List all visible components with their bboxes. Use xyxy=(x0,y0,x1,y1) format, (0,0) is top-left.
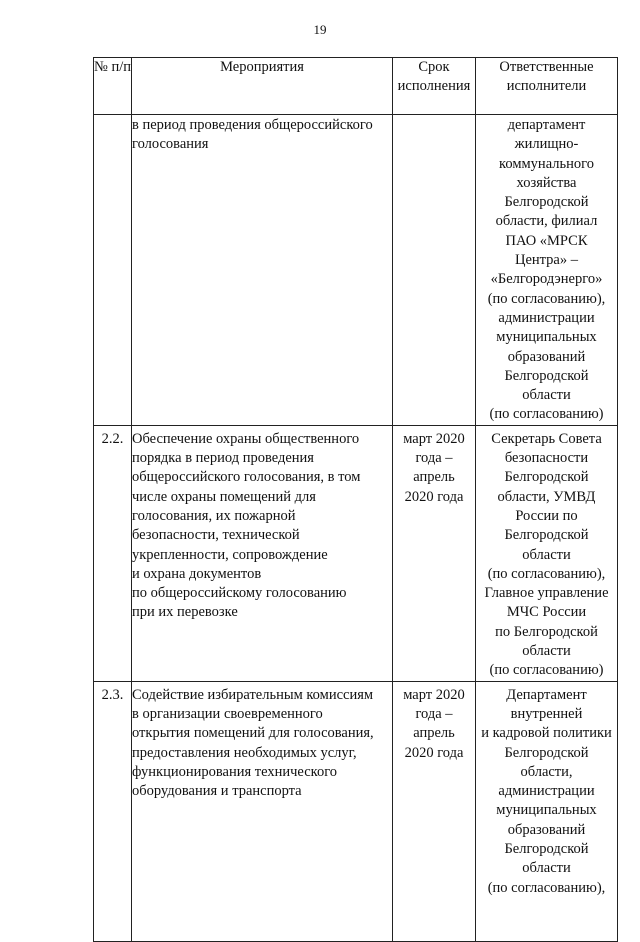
event-text-line: оборудования и транспорта xyxy=(132,783,302,800)
row-number: 2.3. xyxy=(94,681,132,941)
responsible-text-line: Белгородской xyxy=(504,840,589,857)
event-text-line: голосования xyxy=(132,136,209,153)
responsible-text-line: Секретарь Совета xyxy=(491,430,602,447)
table-header-row xyxy=(94,58,618,115)
responsible-text-line: (по согласованию) xyxy=(489,406,604,423)
responsible-text-line: жилищно- xyxy=(514,136,579,153)
events-table xyxy=(93,57,618,942)
responsible-cell xyxy=(476,115,618,426)
responsible-text-line: области xyxy=(522,387,571,404)
responsible-text-line: области xyxy=(522,643,571,660)
term-text-line: апрель xyxy=(413,469,455,486)
responsible-text-line: администрации xyxy=(498,783,595,800)
responsible-text-line: (по согласованию) xyxy=(489,662,604,679)
responsible-text-line: Центра» – xyxy=(515,252,578,269)
responsible-text-line: администрации xyxy=(498,309,595,326)
header-events: Мероприятия xyxy=(132,58,393,115)
responsible-text-line: (по согласованию), xyxy=(487,565,606,582)
responsible-text-line: России по xyxy=(515,507,578,524)
term-cell xyxy=(393,425,476,681)
row-number: 2.2. xyxy=(94,425,132,681)
responsible-text-line: (по согласованию), xyxy=(487,879,606,896)
responsible-text-line: МЧС России xyxy=(506,604,587,621)
term-cell xyxy=(393,115,476,426)
event-text-line: и охрана документов xyxy=(132,565,262,582)
event-text-line: открытия помещений для голосования, xyxy=(132,725,374,742)
responsible-text-line: области, УМВД xyxy=(497,488,596,505)
responsible-cell xyxy=(476,425,618,681)
term-text-line: года – xyxy=(415,450,453,467)
responsible-text-line: Белгородской xyxy=(504,194,589,211)
responsible-text-line: ПАО «МРСК xyxy=(505,232,588,249)
event-cell xyxy=(132,425,393,681)
responsible-text-line: области, xyxy=(520,763,573,780)
event-text-line: Обеспечение охраны общественного xyxy=(132,430,360,447)
term-text-line: апрель xyxy=(413,725,455,742)
responsible-text-line: департамент xyxy=(507,117,586,133)
event-cell xyxy=(132,681,393,941)
responsible-text-line: области xyxy=(522,546,571,563)
term-text-line: года – xyxy=(415,705,453,722)
term-text-line: 2020 года xyxy=(404,744,464,761)
header-term: Срок исполнения xyxy=(393,58,476,115)
event-text-line: функционирования технического xyxy=(132,763,338,780)
table-row xyxy=(94,115,618,426)
responsible-text-line: по Белгородской xyxy=(495,623,598,640)
table-row xyxy=(94,425,618,681)
responsible-text-line: образований xyxy=(507,821,586,838)
page-number: 19 xyxy=(313,22,327,37)
header-number: № п/п xyxy=(94,58,132,115)
event-cell xyxy=(132,115,393,426)
event-text-line: по общероссийскому голосованию xyxy=(132,585,347,602)
table-row xyxy=(94,681,618,941)
event-text-line: в организации своевременного xyxy=(132,705,323,722)
event-text-line: в период проведения общероссийского xyxy=(132,117,373,133)
responsible-text-line: Белгородской xyxy=(504,367,589,384)
event-text-line: порядка в период проведения xyxy=(132,450,314,467)
event-text-line: предоставления необходимых услуг, xyxy=(132,744,357,761)
table-body xyxy=(94,115,618,942)
responsible-cell xyxy=(476,681,618,941)
responsible-text-line: Белгородской xyxy=(504,744,589,761)
responsible-text-line: муниципальных xyxy=(496,329,597,346)
term-text-line: 2020 года xyxy=(404,488,464,505)
responsible-text-line: муниципальных xyxy=(496,802,597,819)
responsible-text-line: Главное управление xyxy=(484,585,609,602)
responsible-text-line: коммунального xyxy=(499,155,594,172)
responsible-text-line: Белгородской xyxy=(504,527,589,544)
responsible-text-line: безопасности xyxy=(504,450,589,467)
responsible-text-line: хозяйства xyxy=(516,174,577,191)
responsible-text-line: Департамент xyxy=(506,686,587,703)
event-text-line: безопасности, технической xyxy=(132,527,300,544)
responsible-text-line: (по согласованию), xyxy=(487,290,606,307)
row-number xyxy=(94,115,132,426)
responsible-text-line: внутренней xyxy=(510,705,583,722)
responsible-text-line: и кадровой политики xyxy=(481,725,612,742)
event-text-line: голосования, их пожарной xyxy=(132,507,296,524)
responsible-text-line: «Белгородэнерго» xyxy=(490,271,603,288)
responsible-text-line: Белгородской xyxy=(504,469,589,486)
event-text-line: укрепленности, сопровождение xyxy=(132,546,328,563)
event-text-line: общероссийского голосования, в том xyxy=(132,469,361,486)
event-text-line: при их перевозке xyxy=(132,604,238,621)
responsible-text-line: образований xyxy=(507,348,586,365)
event-text-line: Содействие избирательным комиссиям xyxy=(132,686,374,703)
term-cell xyxy=(393,681,476,941)
responsible-text-line: области, филиал xyxy=(495,213,598,230)
responsible-text-line: области xyxy=(522,860,571,877)
header-responsible: Ответственные исполнители xyxy=(476,58,618,115)
event-text-line: числе охраны помещений для xyxy=(132,488,316,505)
term-text-line: март 2020 xyxy=(403,686,465,703)
term-text-line: март 2020 xyxy=(403,430,465,447)
